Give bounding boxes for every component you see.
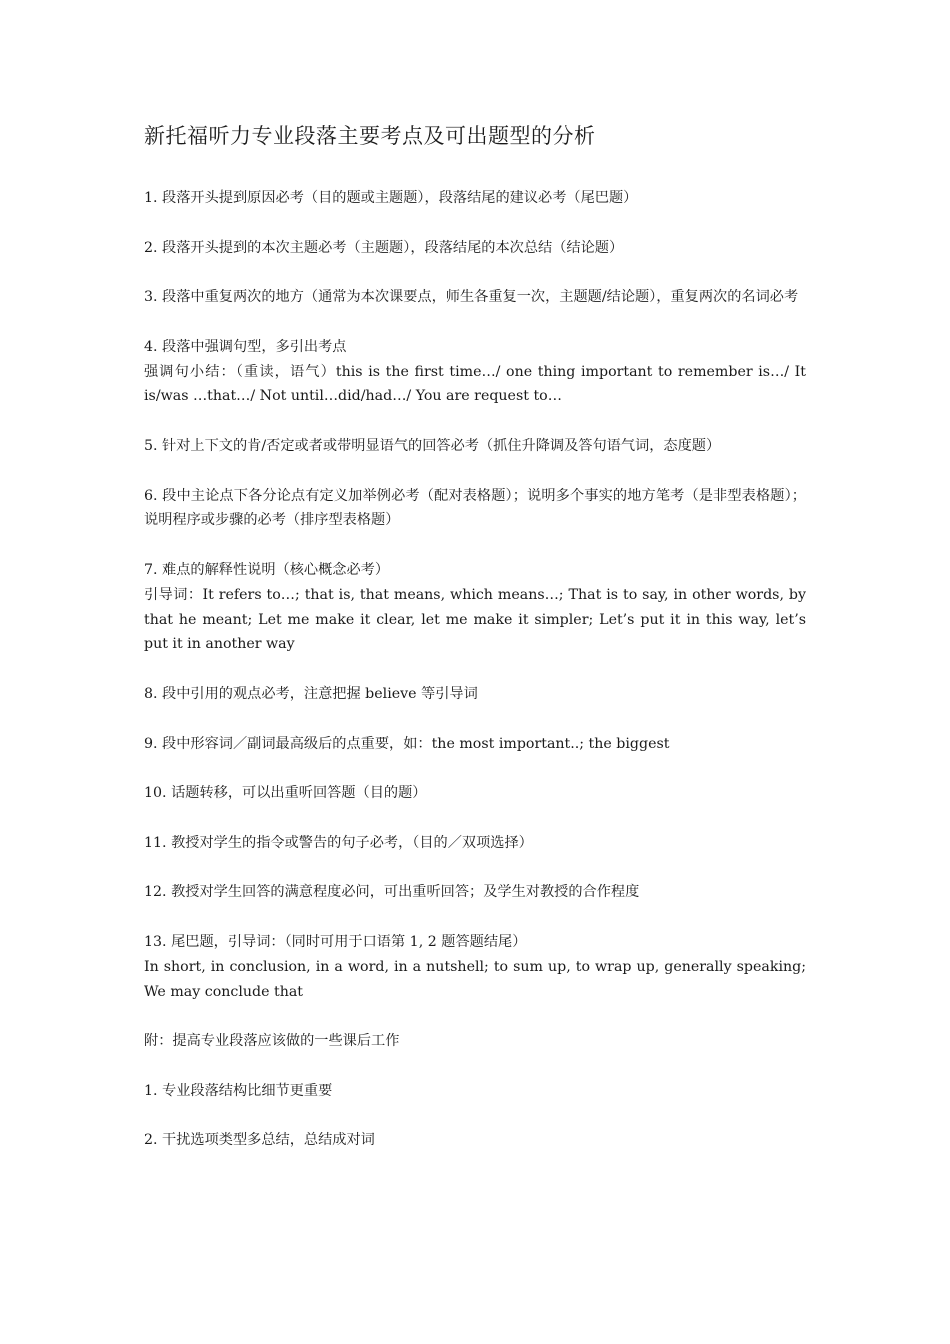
list-item-text: 6. 段中主论点下各分论点有定义加举例必考（配对表格题）；说明多个事实的地方笔考（是非型表格题）；说明程序或步骤的必考（排序型表格题） [144, 487, 806, 529]
document-body [144, 120, 806, 1178]
list-item [144, 285, 806, 310]
appendix-heading: 附：提高专业段落应该做的一些课后工作 [144, 1033, 400, 1050]
appendix-item-text: 2. 干扰选项类型多总结，总结成对词 [144, 1132, 375, 1149]
list-item-text: 13. 尾巴题，引导词：（同时可用于口语第 1, 2 题答题结尾） [144, 933, 527, 950]
list-item [144, 558, 806, 657]
list-item [144, 781, 806, 806]
appendix-item [144, 1128, 806, 1153]
list-item-text: 1. 段落开头提到原因必考（目的题或主题题），段落结尾的建议必考（尾巴题） [144, 190, 638, 206]
list-item-detail: 引导词：It refers to…; that is, that means, which means…; That is to say, in other words, by that he meant; Let me make it clear, let me make it simpler; Let’s put it in this way, let’s put it in another way [144, 586, 806, 653]
list-item-text: 10. 话题转移，可以出重听回答题（目的题） [144, 785, 427, 802]
list-item [144, 186, 806, 211]
document-title: 新托福听力专业段落主要考点及可出题型的分析 [144, 124, 596, 148]
list-item-text: 3. 段落中重复两次的地方（通常为本次课要点，师生各重复一次，主题题/结论题），重复两次的名词必考 [144, 289, 799, 306]
list-item-text: 2. 段落开头提到的本次主题必考（主题题），段落结尾的本次总结（结论题） [144, 239, 624, 256]
list-item [144, 434, 806, 459]
list-item [144, 930, 806, 1004]
list-item-text: 7. 难点的解释性说明（核心概念必考） [144, 561, 390, 578]
list-item [144, 484, 806, 534]
list-item-text: 4. 段落中强调句型，多引出考点 [144, 338, 347, 355]
list-item-text: 8. 段中引用的观点必考，注意把握 believe 等引导词 [144, 685, 478, 702]
list-item-detail: 强调句小结：（重读，语气）this is the first time…/ one thing important to remember is…/ It is/was …that…/ Not until…did/had…/ You are request to… [144, 363, 806, 405]
list-item-text: 12. 教授对学生回答的满意程度必问，可出重听回答；及学生对教授的合作程度 [144, 884, 640, 901]
list-item [144, 831, 806, 856]
list-item [144, 732, 806, 757]
appendix-item [144, 1079, 806, 1104]
list-item-text: 11. 教授对学生的指令或警告的句子必考，（目的／双项选择） [144, 834, 533, 851]
list-item [144, 236, 806, 261]
list-item [144, 682, 806, 707]
list-item [144, 880, 806, 905]
list-item-detail: In short, in conclusion, in a word, in a nutshell; to sum up, to wrap up, generally speaking; We may conclude that [144, 958, 806, 1000]
list-item-text: 5. 针对上下文的肯/否定或者或带明显语气的回答必考（抓住升降调及答句语气词，态度题） [144, 437, 721, 454]
list-item [144, 335, 806, 409]
appendix-item-text: 1. 专业段落结构比细节更重要 [144, 1082, 333, 1099]
list-item-text: 9. 段中形容词／副词最高级后的点重要，如：the most important..; the biggest [144, 735, 670, 752]
